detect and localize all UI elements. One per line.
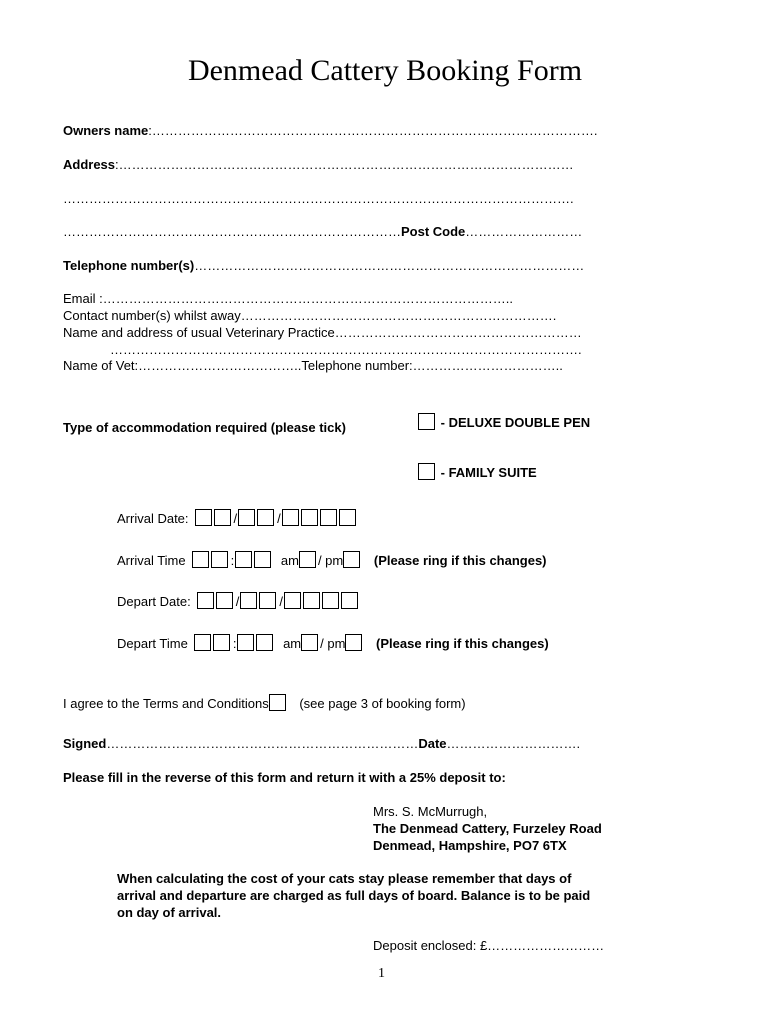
postcode-dots: ……………………… xyxy=(465,224,583,239)
accommodation-label: Type of accommodation required (please tick) xyxy=(63,420,346,435)
date-digit-box[interactable] xyxy=(303,592,320,609)
date-separator: / xyxy=(235,594,240,609)
owners-name-dots: :…………………………………………………………………………………………. xyxy=(148,123,598,138)
telephone-label: Telephone number(s) xyxy=(63,258,195,273)
time-digit-box[interactable] xyxy=(192,551,209,568)
arrival-time-label: Arrival Time xyxy=(117,553,186,568)
date-separator: / xyxy=(277,511,281,526)
time-separator: : xyxy=(232,636,237,651)
pm-checkbox[interactable] xyxy=(343,551,360,568)
arrival-time-row xyxy=(117,551,547,568)
telephone-field[interactable] xyxy=(63,258,584,273)
am-checkbox[interactable] xyxy=(301,634,318,651)
return-address-line-2: Denmead, Hampshire, PO7 6TX xyxy=(373,838,567,853)
am-label: am xyxy=(283,636,302,651)
deluxe-checkbox[interactable] xyxy=(418,413,435,430)
signed-label: Signed xyxy=(63,736,107,751)
owners-name-field[interactable] xyxy=(63,123,598,138)
date-digit-box[interactable] xyxy=(195,509,212,526)
terms-note: (see page 3 of booking form) xyxy=(299,696,466,711)
date-digit-box[interactable] xyxy=(216,592,233,609)
contact-number-field[interactable]: Contact number(s) whilst away………………………………………………………………. xyxy=(63,308,557,323)
postcode-label: Post Code xyxy=(401,224,466,239)
accommodation-option-family[interactable] xyxy=(418,463,537,480)
arrival-date-row xyxy=(117,509,358,526)
email-field[interactable]: Email :………………………………………………………………………………….. xyxy=(63,291,513,306)
arrival-time-note: (Please ring if this changes) xyxy=(373,553,547,568)
pm-label: / pm xyxy=(320,636,346,651)
depart-time-label: Depart Time xyxy=(117,636,188,651)
date-digit-box[interactable] xyxy=(257,509,274,526)
terms-row xyxy=(63,694,466,711)
cost-note-line-2: arrival and departure are charged as full days of board. Balance is to be paid xyxy=(117,888,591,903)
return-address-name: Mrs. S. McMurrugh, xyxy=(373,804,488,819)
time-digit-box[interactable] xyxy=(235,551,252,568)
time-digit-box[interactable] xyxy=(211,551,228,568)
address-line-3[interactable] xyxy=(63,224,582,239)
pm-checkbox[interactable] xyxy=(345,634,362,651)
vet-practice-field[interactable]: Name and address of usual Veterinary Practice………………………………………………… xyxy=(63,325,582,340)
address-field[interactable] xyxy=(63,157,574,172)
address-line-2[interactable]: ………………………………………………………………………………………………………. xyxy=(63,191,574,206)
deluxe-label: - DELUXE DOUBLE PEN xyxy=(440,415,591,430)
date-digit-box[interactable] xyxy=(339,509,356,526)
am-label: am xyxy=(280,553,299,568)
time-digit-box[interactable] xyxy=(256,634,273,651)
terms-label: I agree to the Terms and Conditions xyxy=(63,696,269,711)
signed-row[interactable] xyxy=(63,736,580,751)
date-digit-box[interactable] xyxy=(284,592,301,609)
time-separator: : xyxy=(230,553,235,568)
date-digit-box[interactable] xyxy=(238,509,255,526)
date-label: Date xyxy=(418,736,447,751)
accommodation-option-deluxe[interactable] xyxy=(418,413,590,430)
depart-date-row xyxy=(117,592,360,609)
page-number: 1 xyxy=(378,966,385,981)
vet-practice-line-2[interactable]: ………………………………………………………………………………………………. xyxy=(110,342,582,357)
return-note: Please fill in the reverse of this form and return it with a 25% deposit to: xyxy=(63,770,506,785)
date-separator: / xyxy=(279,594,283,609)
telephone-dots: ……………………………………………………………………………… xyxy=(194,258,585,273)
cost-note-line-1: When calculating the cost of your cats stay please remember that days of xyxy=(117,871,572,886)
date-digit-box[interactable] xyxy=(214,509,231,526)
address-dots: :…………………………………………………………………………………………… xyxy=(115,157,574,172)
date-separator: / xyxy=(233,511,238,526)
time-digit-box[interactable] xyxy=(237,634,254,651)
date-digit-box[interactable] xyxy=(322,592,339,609)
address-label: Address xyxy=(63,157,116,172)
owners-name-label: Owners name xyxy=(63,123,149,138)
time-digit-box[interactable] xyxy=(213,634,230,651)
date-digit-box[interactable] xyxy=(197,592,214,609)
cost-note-line-3: on day of arrival. xyxy=(117,905,222,920)
time-digit-box[interactable] xyxy=(194,634,211,651)
date-digit-box[interactable] xyxy=(301,509,318,526)
date-dots: …………………………. xyxy=(446,736,581,751)
date-digit-box[interactable] xyxy=(240,592,257,609)
vet-name-field[interactable]: Name of Vet:………………………………..Telephone number:…………………………….. xyxy=(63,358,563,373)
depart-time-row xyxy=(117,634,549,651)
date-digit-box[interactable] xyxy=(320,509,337,526)
date-digit-box[interactable] xyxy=(341,592,358,609)
family-checkbox[interactable] xyxy=(418,463,435,480)
pm-label: / pm xyxy=(317,553,344,568)
depart-date-label: Depart Date: xyxy=(117,594,191,609)
return-address-line-1: The Denmead Cattery, Furzeley Road xyxy=(373,821,602,836)
time-digit-box[interactable] xyxy=(254,551,271,568)
depart-time-note: (Please ring if this changes) xyxy=(376,636,549,651)
family-label: - FAMILY SUITE xyxy=(440,465,537,480)
address-line-3-dots: …………………………………………………………………… xyxy=(63,224,401,239)
arrival-date-label: Arrival Date: xyxy=(117,511,189,526)
page-title: Denmead Cattery Booking Form xyxy=(187,54,583,87)
deposit-field[interactable]: Deposit enclosed: £……………………… xyxy=(373,938,605,953)
date-digit-box[interactable] xyxy=(282,509,299,526)
signed-dots: ……………………………………………………………… xyxy=(106,736,419,751)
terms-checkbox[interactable] xyxy=(269,694,286,711)
am-checkbox[interactable] xyxy=(299,551,316,568)
date-digit-box[interactable] xyxy=(259,592,276,609)
